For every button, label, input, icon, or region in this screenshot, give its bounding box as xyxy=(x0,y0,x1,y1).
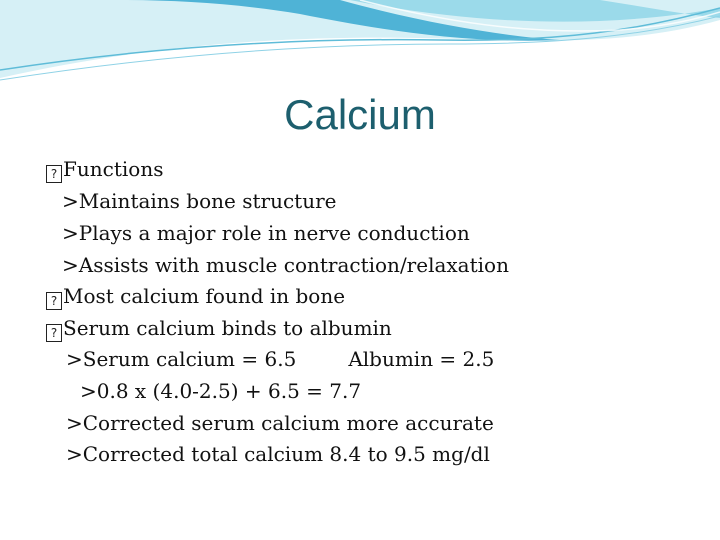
serum-calcium-value: >Serum calcium = 6.5 xyxy=(66,347,297,371)
sub-bone-structure: >Maintains bone structure xyxy=(62,189,337,213)
sub-corrected-range: >Corrected total calcium 8.4 to 9.5 mg/dl xyxy=(66,442,490,466)
bullet-functions xyxy=(46,157,163,183)
sub-muscle-contraction: >Assists with muscle contraction/relaxation xyxy=(62,253,509,277)
missing-glyph-bullet-icon xyxy=(46,165,62,183)
sub-serum-albumin-values xyxy=(66,347,494,371)
sub-nerve-conduction: >Plays a major role in nerve conduction xyxy=(62,221,470,245)
albumin-value: Albumin = 2.5 xyxy=(348,347,495,371)
bullet-serum-binds-text: Serum calcium binds to albumin xyxy=(63,316,392,340)
bullet-functions-text: Functions xyxy=(63,157,164,181)
missing-glyph-bullet-icon xyxy=(46,324,62,342)
bullet-serum-binds xyxy=(46,316,392,342)
sub-corrected-accurate: >Corrected serum calcium more accurate xyxy=(66,411,494,435)
bullet-most-calcium-text: Most calcium found in bone xyxy=(63,284,346,308)
slide-title: Calcium xyxy=(284,91,436,138)
bullet-most-calcium xyxy=(46,284,345,310)
sub-correction-formula: >0.8 x (4.0-2.5) + 6.5 = 7.7 xyxy=(80,379,362,403)
missing-glyph-bullet-icon xyxy=(46,292,62,310)
